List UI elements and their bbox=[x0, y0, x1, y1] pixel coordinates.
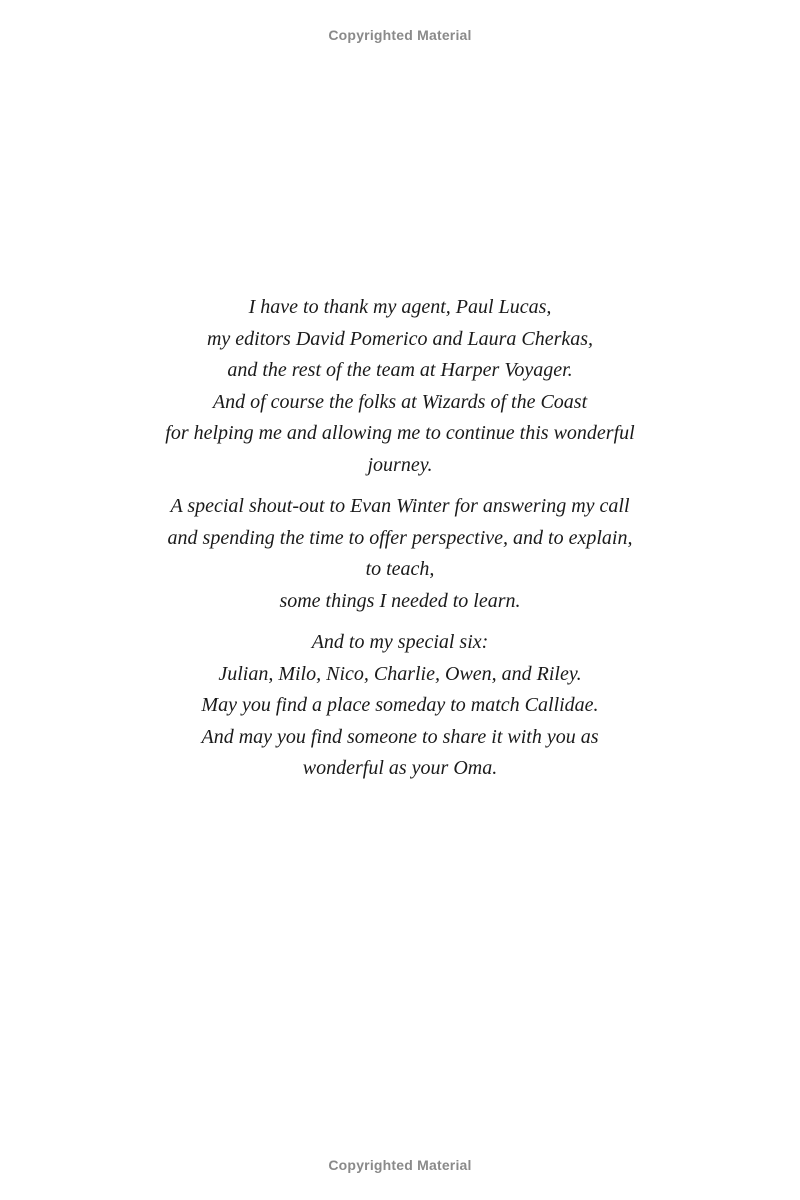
acknowledgments-paragraph-3 bbox=[100, 627, 700, 785]
acknowledgments-paragraph-2 bbox=[100, 491, 700, 617]
text-line: And may you find someone to share it with you as bbox=[201, 725, 599, 748]
text-line: for helping me and allowing me to continue this wonderful bbox=[165, 422, 635, 444]
acknowledgments-text bbox=[100, 292, 700, 785]
text-line: Julian, Milo, Nico, Charlie, Owen, and Riley. bbox=[218, 662, 582, 685]
text-line: I have to thank my agent, Paul Lucas, bbox=[248, 296, 552, 318]
copyright-watermark-top: Copyrighted Material bbox=[328, 27, 472, 43]
text-line: and the rest of the team at Harper Voyager. bbox=[227, 359, 573, 381]
text-line: wonderful as your Oma. bbox=[302, 757, 498, 779]
text-line: And of course the folks at Wizards of the Coast bbox=[212, 390, 588, 413]
text-line: some things I needed to learn. bbox=[279, 589, 521, 612]
text-line: journey. bbox=[367, 453, 433, 476]
text-line: A special shout-out to Evan Winter for answering my call bbox=[170, 495, 630, 517]
text-line: May you find a place someday to match Callidae. bbox=[201, 694, 599, 716]
acknowledgments-paragraph-1 bbox=[100, 292, 700, 481]
text-line: to teach, bbox=[365, 558, 435, 580]
copyright-watermark-bottom: Copyrighted Material bbox=[328, 1157, 472, 1173]
text-line: and spending the time to offer perspective, and to explain, bbox=[167, 526, 633, 549]
text-line: my editors David Pomerico and Laura Cherkas, bbox=[206, 327, 594, 350]
text-line: And to my special six: bbox=[311, 631, 489, 653]
